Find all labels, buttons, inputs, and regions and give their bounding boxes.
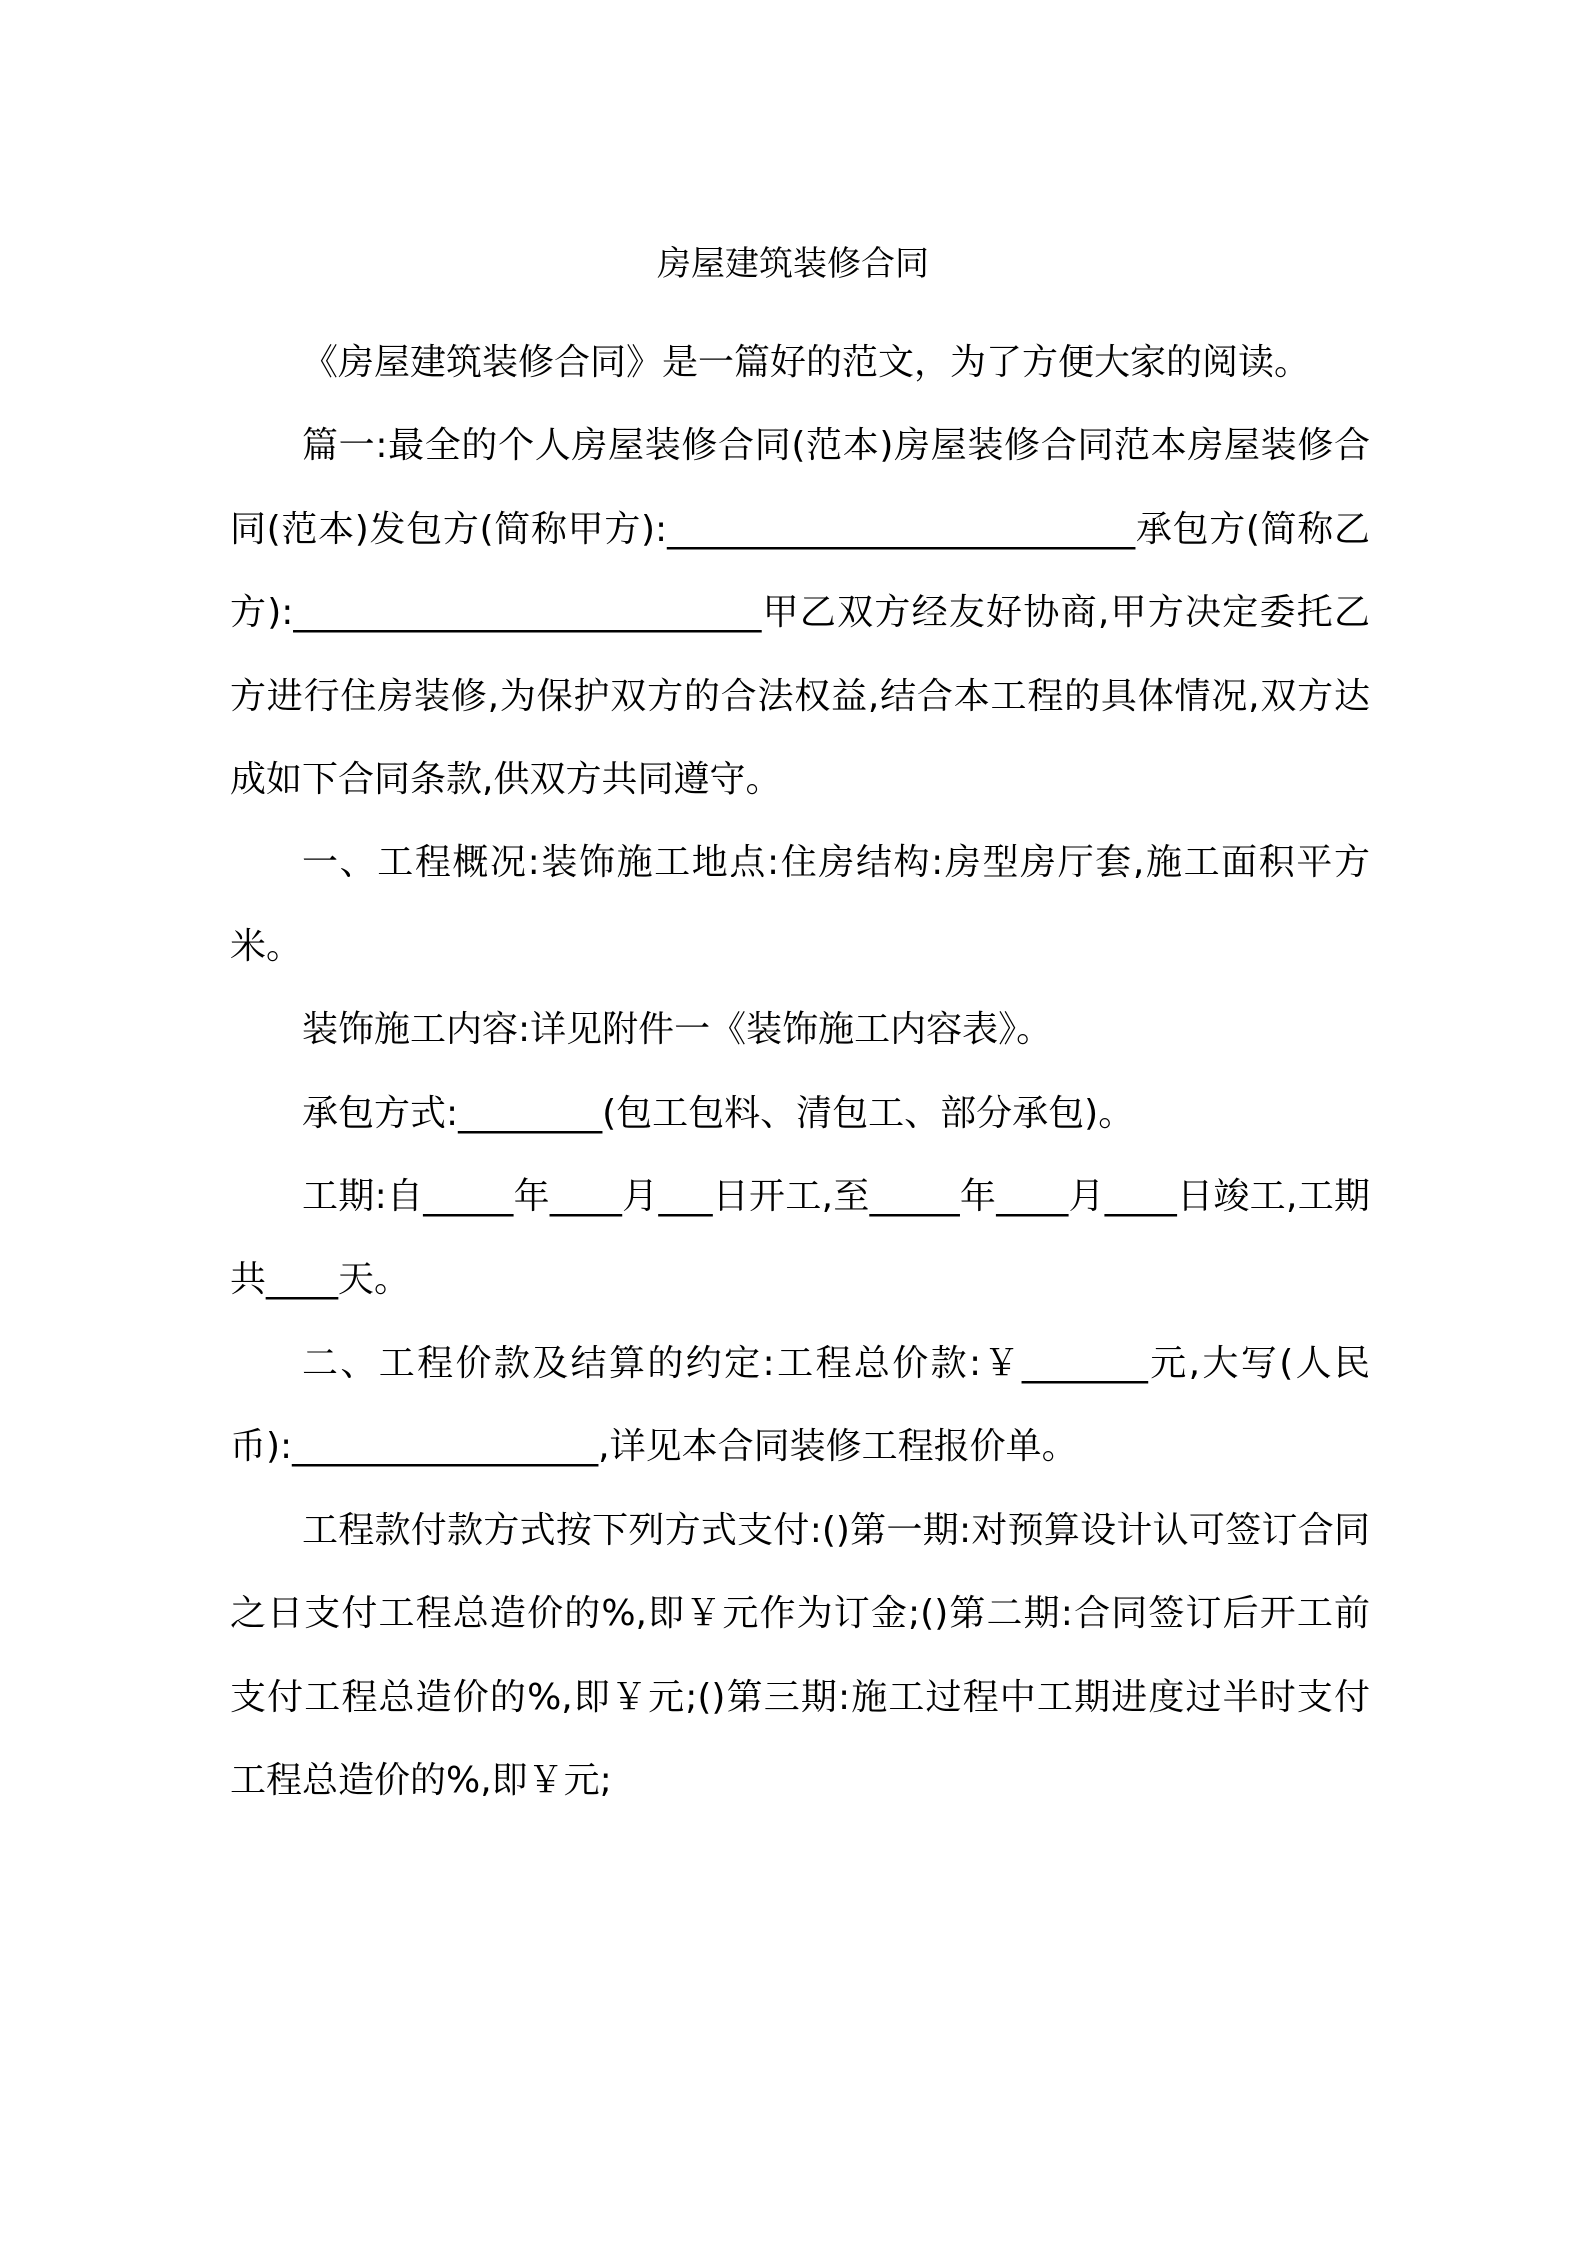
project-overview-paragraph: 一、工程概况:装饰施工地点:住房结构:房型房厅套,施工面积平方米。 [230, 842, 1370, 967]
construction-content-paragraph: 装饰施工内容:详见附件一《装饰施工内容表》。 [302, 1009, 1053, 1051]
intro-paragraph: 《房屋建筑装修合同》是一篇好的范文，为了方便大家的阅读。 [302, 342, 1311, 383]
payment-terms-paragraph: 工程款付款方式按下列方式支付:()第一期:对预算设计认可签订合同之日支付工程总造价的%,即￥元作为订金;()第二期:合同签订后开工前支付工程总造价的%,即￥元;()第三期:施工过程中工期进度过半时支付工程总造价的%,即￥元; [230, 1509, 1370, 1801]
price-settlement-paragraph: 二、工程价款及结算的约定:工程总价款:￥_______元,大写(人民币):_________________,详见本合同装修工程报价单。 [230, 1342, 1370, 1468]
construction-period-paragraph: 工期:自_____年____月___日开工,至_____年____月____日竣工,工期共____天。 [230, 1176, 1370, 1301]
document-title: 房屋建筑装修合同 [657, 244, 929, 284]
contract-method-paragraph: 承包方式:________(包工包料、清包工、部分承包)。 [302, 1092, 1135, 1134]
chapter-one-preamble-paragraph: 篇一:最全的个人房屋装修合同(范本)房屋装修合同范本房屋装修合同(范本)发包方(简称甲方):__________________________承包方(简称乙方):__________________________甲乙双方经友好协商,甲方决定委托乙方进行住房装修,为保护双方的合法权益,结合本工程的具体情况,双方达成如下合同条款,供双方共同遵守。 [230, 425, 1370, 801]
document-body [230, 321, 1370, 1822]
